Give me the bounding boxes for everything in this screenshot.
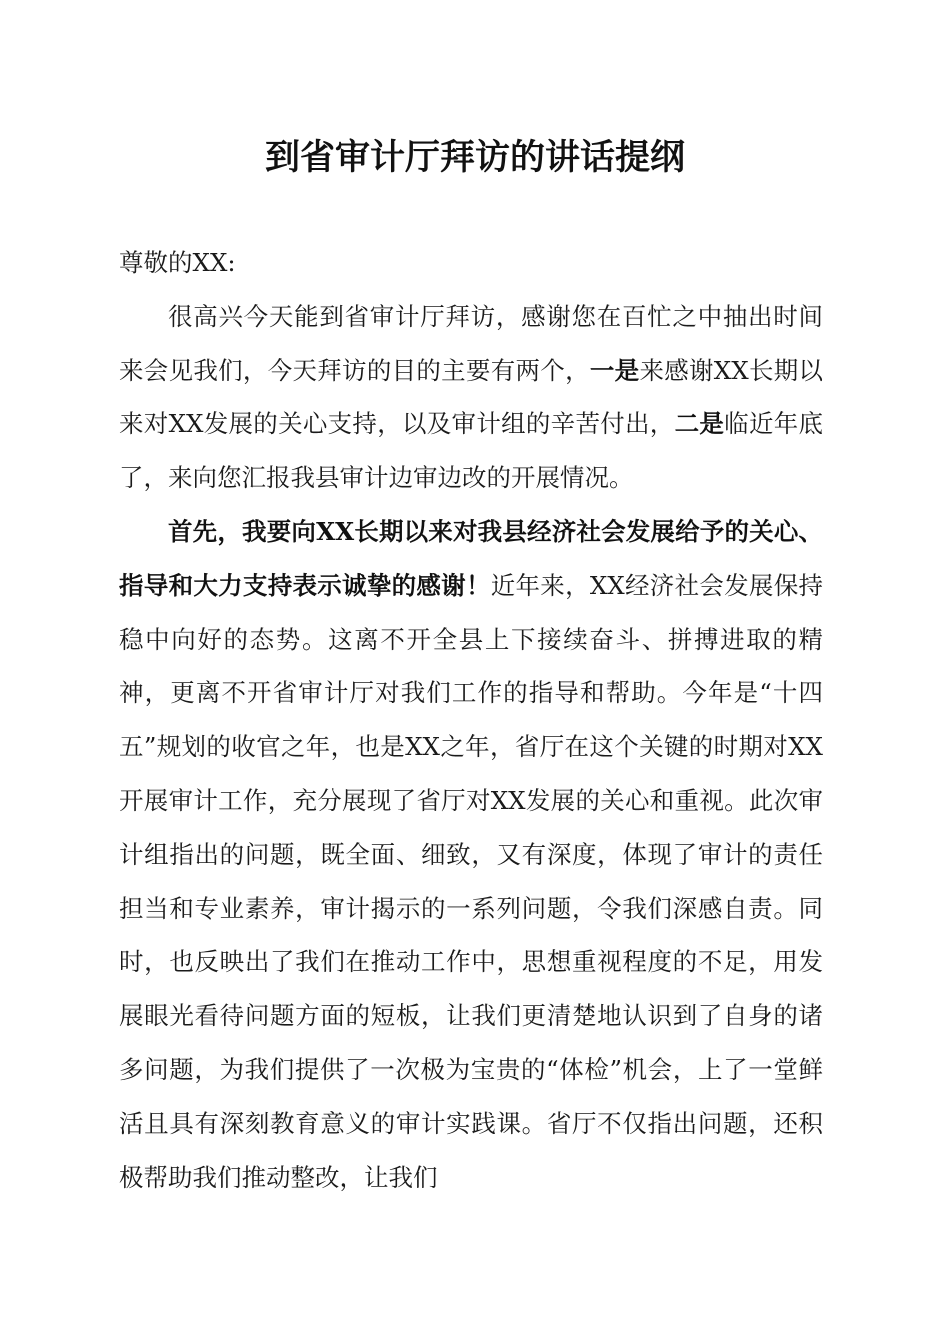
intro-text-c: 临近年底了，来向您汇报我县审计边审边改的开展情况。 xyxy=(119,409,824,493)
thanks-lead-sentence: 首先，我要向XX长期以来对我县经济社会发展给予的关心、指导和大力支持表示诚挚的感谢！ xyxy=(119,516,823,600)
thanks-body-text: 近年来，XX经济社会发展保持稳中向好的态势。这离不开全县上下接续奋斗、拼搏进取的精神，更离不开省审计厅对我们工作的指导和帮助。今年是“十四五”规划的收官之年，也是XX之年，省厅在这个关键的时期对XX开展审计工作，充分展现了省厅对XX发展的关心和重视。此次审计组指出的问题，既全面、细致，又有深度，体现了审计的责任担当和专业素养，审计揭示的一系列问题，令我们深感自责。同时，也反映出了我们在推动工作中，思想重视程度的不足，用发展眼光看待问题方面的短板，让我们更清楚地认识到了自身的诸多问题，为我们提供了一次极为宝贵的“体检”机会，上了一堂鲜活且具有深刻教育意义的审计实践课。省厅不仅指出问题，还积极帮助我们推动整改，让我们 xyxy=(119,570,823,1192)
intro-point-one-label: 一是 xyxy=(589,355,640,385)
paragraph-thanks xyxy=(119,505,823,1204)
document-body xyxy=(119,236,823,1204)
intro-text-b: 来感谢XX长期以来对XX发展的关心支持，以及审计组的辛苦付出， xyxy=(119,355,824,439)
salutation: 尊敬的XX: xyxy=(119,248,236,277)
document-title: 到省审计厅拜访的讲话提纲 xyxy=(264,137,685,178)
intro-point-two-label: 二是 xyxy=(674,409,725,439)
intro-text-a: 很高兴今天能到省审计厅拜访，感谢您在百忙之中抽出时间来会见我们，今天拜访的目的主要有两个， xyxy=(119,301,823,385)
paragraph-intro xyxy=(119,290,823,505)
